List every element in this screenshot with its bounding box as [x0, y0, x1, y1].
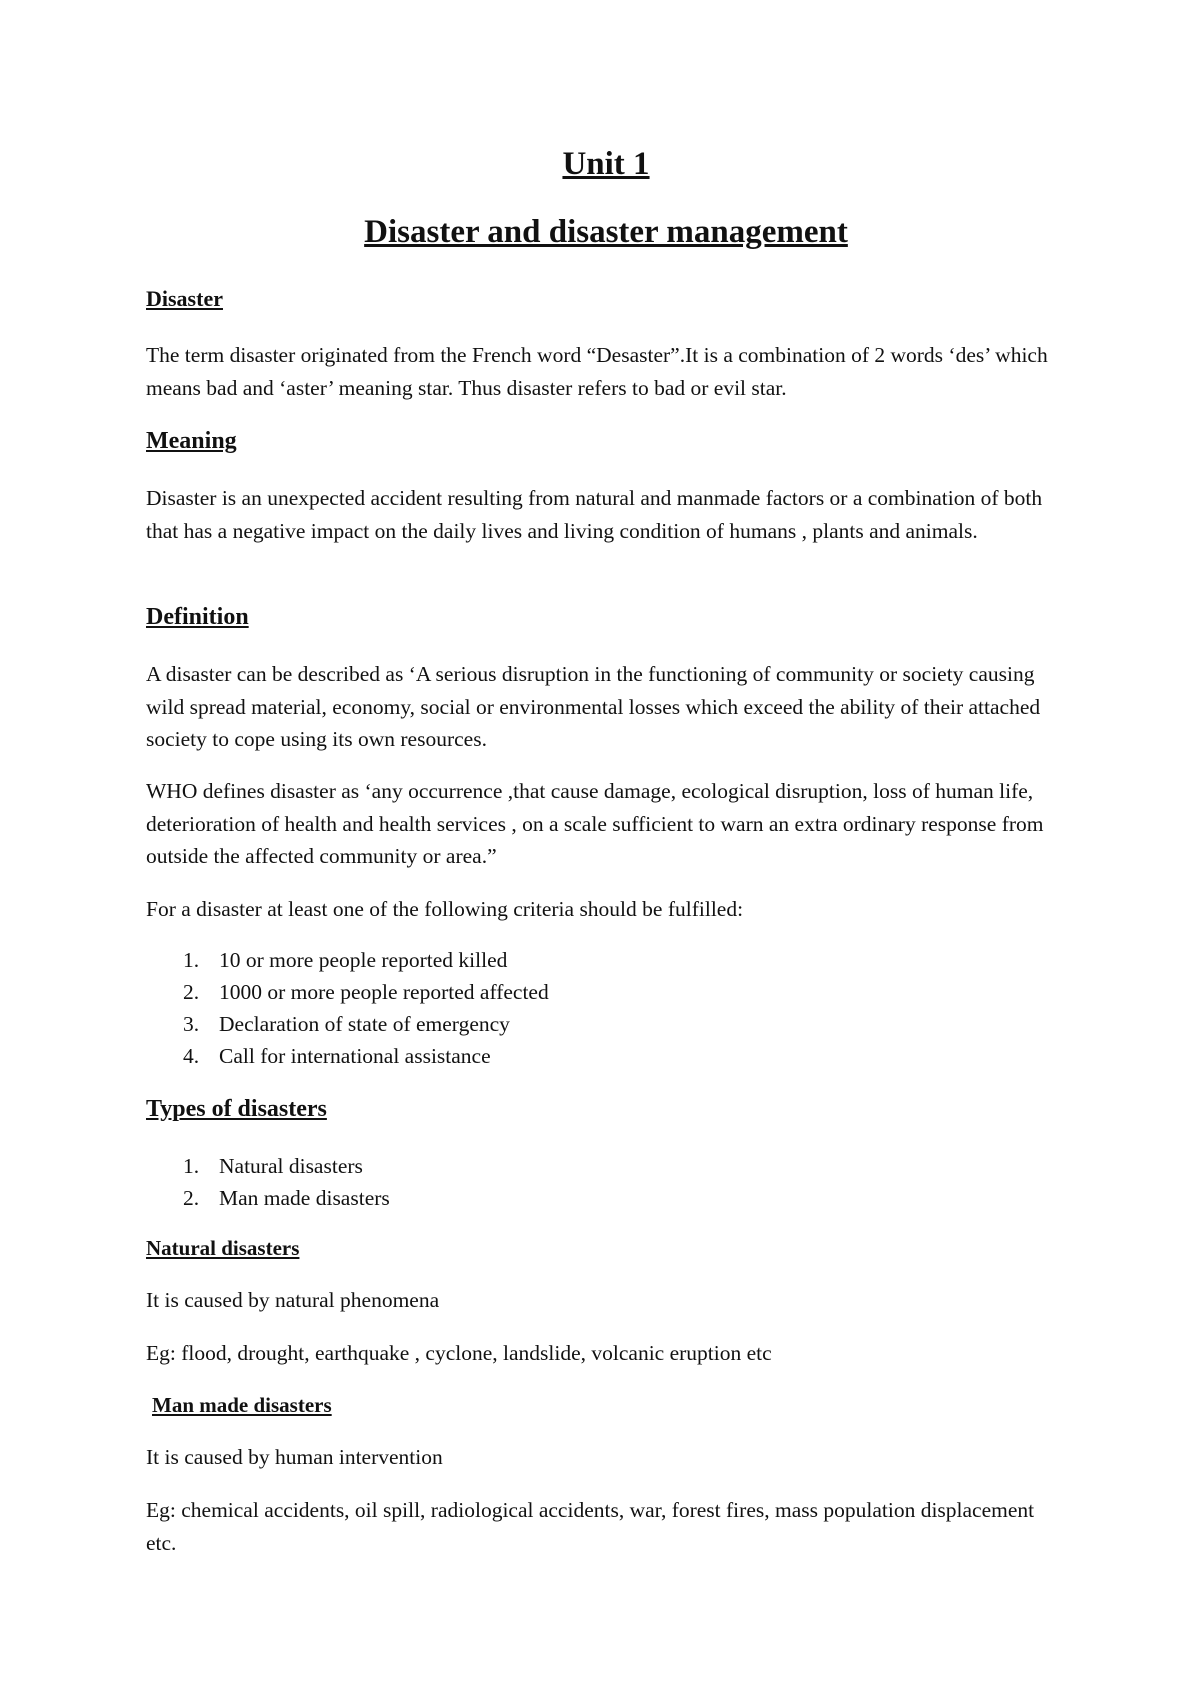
definition-text-1: A disaster can be described as ‘A serious disruption in the functioning of community or society causing wild spread material, economy, social or environmental losses which exceed the ability of their attached society to cope using its own resources.	[146, 662, 1041, 751]
list-item: 3. Declaration of state of emergency	[183, 1012, 510, 1036]
heading-natural: Natural disasters	[146, 1236, 300, 1260]
disaster-text: The term disaster originated from the French word “Desaster”.It is a combination of 2 words ‘des’ which means bad and ‘aster’ meaning star. Thus disaster refers to bad or evil star.	[146, 343, 1048, 400]
section-meaning	[146, 428, 1066, 455]
section-who-definition	[146, 775, 1066, 873]
meaning-text: Disaster is an unexpected accident resulting from natural and manmade factors or a combination of both that has a negative impact on the daily lives and living condition of humans , plants and animals.	[146, 486, 1043, 543]
section-types	[146, 1096, 1066, 1123]
heading-types: Types of disasters	[146, 1096, 327, 1122]
criteria-intro: For a disaster at least one of the following criteria should be fulfilled:	[146, 897, 744, 921]
types-list	[146, 1150, 1066, 1214]
heading-disaster: Disaster	[146, 286, 223, 311]
criteria-list	[146, 944, 1066, 1072]
list-item: 2. 1000 or more people reported affected	[183, 980, 549, 1004]
section-definition	[146, 604, 1066, 631]
section-meaning-body	[146, 482, 1066, 547]
definition-text-2: WHO defines disaster as ‘any occurrence ,that cause damage, ecological disruption, loss of human life, deterioration of health and health services , on a scale sufficient to warn an extra ordinary response from outside the affected community or area.”	[146, 779, 1044, 868]
section-types-list	[146, 1150, 1066, 1214]
heading-definition: Definition	[146, 604, 249, 630]
section-disaster-body	[146, 339, 1066, 404]
page-title: Disaster and disaster management	[364, 214, 848, 250]
natural-example: Eg: flood, drought, earthquake , cyclone, landslide, volcanic eruption etc	[146, 1341, 772, 1365]
heading-manmade: Man made disasters	[152, 1393, 332, 1417]
section-manmade	[152, 1393, 1072, 1418]
list-item: 1. Natural disasters	[183, 1154, 363, 1178]
list-item: 1. 10 or more people reported killed	[183, 948, 508, 972]
manmade-text: It is caused by human intervention	[146, 1445, 443, 1469]
unit-title: Unit 1	[562, 146, 650, 182]
list-item: 2. Man made disasters	[183, 1186, 390, 1210]
section-manmade-text	[146, 1441, 1066, 1474]
heading-meaning: Meaning	[146, 428, 237, 454]
section-natural-example	[146, 1337, 1066, 1370]
section-manmade-example	[146, 1494, 1066, 1559]
section-criteria-list	[146, 944, 1066, 1072]
section-disaster	[146, 286, 1066, 312]
section-natural	[146, 1236, 1066, 1261]
section-definition-body	[146, 658, 1066, 756]
section-natural-text	[146, 1284, 1066, 1317]
list-item: 4. Call for international assistance	[183, 1044, 491, 1068]
manmade-example: Eg: chemical accidents, oil spill, radiological accidents, war, forest fires, mass population displacement etc.	[146, 1498, 1035, 1555]
section-criteria-intro	[146, 893, 1066, 926]
natural-text: It is caused by natural phenomena	[146, 1288, 440, 1312]
